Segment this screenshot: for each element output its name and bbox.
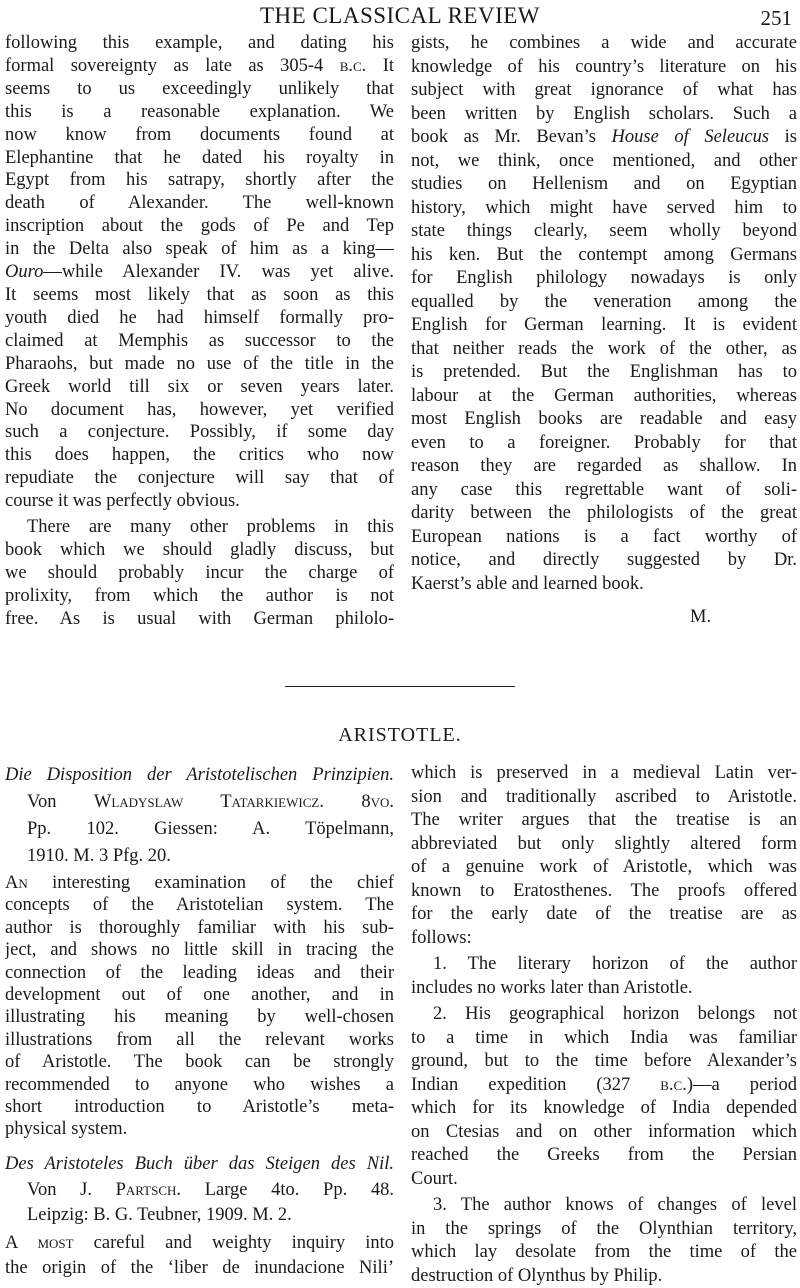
text-line: most English books are readable and easy (411, 408, 797, 432)
text-line: claimed at Memphis as successor to the (5, 330, 394, 353)
text-segment: Von J. (27, 1180, 116, 1200)
right-column-top (411, 32, 797, 596)
text-segment: interesting examination of the chief (28, 873, 394, 893)
text-line: gists, he combines a wide and accurate (411, 32, 797, 56)
text-line: on Ctesias and on other information which (411, 1121, 797, 1145)
text-line (5, 1152, 394, 1178)
text-line: history, which might have served him to (411, 197, 797, 221)
text-line (5, 1231, 394, 1256)
text-line: free. As is usual with German philolo- (5, 608, 394, 631)
text-line: connection of the leading ideas and their (5, 962, 394, 984)
text-line: such a conjecture. Possibly, if some day (5, 421, 394, 444)
text-line: of Aristotle. The book can be strongly (5, 1051, 394, 1073)
running-title: THE CLASSICAL REVIEW (0, 2, 800, 30)
text-line: No document has, however, yet verified (5, 399, 394, 422)
text-line (5, 1178, 394, 1204)
paragraph (411, 32, 797, 596)
small-caps-text: vo. (371, 792, 394, 812)
text-line: state things clearly, seem wholly beyond (411, 220, 797, 244)
text-line: not, we think, once mentioned, and other (411, 150, 797, 174)
italic-text: Die Disposition der Aristotelischen Prinzipien. (5, 765, 394, 785)
text-line: following this example, and dating his (5, 32, 394, 55)
text-line (411, 1074, 797, 1098)
text-segment: book as Mr. Bevan’s (411, 127, 612, 147)
text-line: The writer argues that the treatise is an (411, 809, 797, 833)
text-line: which lay desolate from the time of the (411, 1241, 797, 1265)
text-line: labour at the German authorities, whereas (411, 385, 797, 409)
paragraph (411, 1003, 797, 1191)
text-line: reached the Greeks from the Persian (411, 1144, 797, 1168)
paragraph (5, 1231, 394, 1281)
small-caps-text: A most (5, 1233, 74, 1253)
paragraph (5, 32, 394, 513)
italic-text: Ouro (5, 262, 43, 282)
paragraph (411, 762, 797, 950)
text-line: English for German learning. It is evident (411, 314, 797, 338)
text-line: abbreviated but only slightly altered form (411, 833, 797, 857)
review1-citation (5, 762, 394, 870)
text-line: which is preserved in a medieval Latin ver- (411, 762, 797, 786)
small-caps-text: Partsch. (116, 1180, 181, 1200)
text-line: known to Eratosthenes. The proofs offered (411, 880, 797, 904)
text-line: recommended to anyone who wishes a (5, 1074, 394, 1096)
small-caps-text: b.c. (340, 56, 367, 76)
text-line: Greek world till six or seven years later. (5, 376, 394, 399)
text-line: Kaerst’s able and learned book. (411, 573, 797, 597)
text-line: that neither reads the work of the other, as (411, 338, 797, 362)
text-line: course it was perfectly obvious. (5, 490, 394, 513)
text-line: European nations is a fact worthy of (411, 526, 797, 550)
text-line (5, 872, 394, 894)
small-caps-text: Wladyslaw Tatarkiewicz. (94, 792, 324, 812)
text-line: physical system. (5, 1118, 394, 1140)
text-line: Egypt from his satrapy, shortly after the (5, 169, 394, 192)
text-segment: is (769, 127, 797, 147)
text-line: follows: (411, 927, 797, 951)
text-line: Leipzig: B. G. Teubner, 1909. M. 2. (5, 1203, 394, 1229)
text-line: Pharaohs, but made no use of the title in the (5, 353, 394, 376)
text-line: notice, and directly suggested by Dr. (411, 549, 797, 573)
text-line: equalled by the veneration among the (411, 291, 797, 315)
text-line: darity between the philologists of the great (411, 502, 797, 526)
text-line (5, 762, 394, 789)
text-line: the origin of the ‘liber de inundacione Nili’ (5, 1256, 394, 1281)
text-line: prolixity, from which the author is not (5, 585, 394, 608)
text-line: is pretended. But the Englishman has to (411, 361, 797, 385)
text-line: now know from documents found at (5, 124, 394, 147)
text-line: repudiate the conjecture will say that of (5, 467, 394, 490)
text-line (5, 261, 394, 284)
text-line: knowledge of his country’s literature on his (411, 56, 797, 80)
text-line: seems to us exceedingly unlikely that (5, 78, 394, 101)
text-line: Elephantine that he dated his royalty in (5, 147, 394, 170)
text-line: ject, and shows no little skill in tracing the (5, 939, 394, 961)
text-line (5, 789, 394, 816)
text-segment: Large 4to. Pp. 48. (181, 1180, 394, 1200)
author-signature: M. (690, 604, 790, 630)
text-line: subject with great ignorance of what has (411, 79, 797, 103)
text-line: studies on Hellenism and on Egyptian (411, 173, 797, 197)
text-line: development out of one another, and in (5, 984, 394, 1006)
text-line: which for its knowledge of India depended (411, 1097, 797, 1121)
paragraph (411, 1194, 797, 1288)
text-line: author is thoroughly familiar with his sub- (5, 917, 394, 939)
text-line: 1910. M. 3 Pfg. 20. (5, 843, 394, 870)
text-line: destruction of Olynthus by Philip. (411, 1265, 797, 1288)
text-line: this does happen, the critics who now (5, 444, 394, 467)
text-line: inscription about the gods of Pe and Tep (5, 215, 394, 238)
text-segment: careful and weighty inquiry into (74, 1233, 394, 1253)
text-line: There are many other problems in this (5, 516, 394, 539)
paragraph (411, 953, 797, 1000)
text-segment: It (366, 56, 394, 76)
text-line: even to a foreigner. Probably for that (411, 432, 797, 456)
text-line: for English philology nowadays is only (411, 267, 797, 291)
text-line (5, 55, 394, 78)
text-segment: )—a period (687, 1075, 797, 1095)
review2-body-right (411, 762, 797, 1288)
review2-body-left (5, 1231, 394, 1281)
paragraph (5, 762, 394, 870)
text-line: in the Delta also speak of him as a king— (5, 238, 394, 261)
text-line (411, 126, 797, 150)
text-line: youth died he had himself formally pro- (5, 307, 394, 330)
text-line: includes no works later than Aristotle. (411, 977, 797, 1001)
text-line: any case this regrettable want of soli- (411, 479, 797, 503)
text-segment: Von (27, 792, 94, 812)
text-line: we should probably incur the charge of (5, 562, 394, 585)
page-number: 251 (761, 4, 793, 32)
text-line: for the early date of the treatise are as (411, 903, 797, 927)
text-line: Pp. 102. Giessen: A. Töpelmann, (5, 816, 394, 843)
text-line: ground, but to the time before Alexander’s (411, 1050, 797, 1074)
text-line: to a time in which India was familiar (411, 1027, 797, 1051)
text-line: been written by English scholars. Such a (411, 103, 797, 127)
small-caps-text: An (5, 873, 28, 893)
text-line: illustrating his meaning by well-chosen (5, 1006, 394, 1028)
text-segment: formal sovereignty as late as 305-4 (5, 56, 340, 76)
paragraph (5, 872, 394, 1141)
text-segment: Indian expedition (327 (411, 1075, 660, 1095)
section-heading: ARISTOTLE. (0, 722, 800, 748)
text-line: of a genuine work of Aristotle, which was (411, 856, 797, 880)
text-line: this is a reasonable explanation. We (5, 101, 394, 124)
text-line: Court. (411, 1168, 797, 1192)
text-line: concepts of the Aristotelian system. The (5, 894, 394, 916)
text-segment: 8 (324, 792, 371, 812)
review1-body (5, 872, 394, 1141)
text-line: illustrations from all the relevant works (5, 1029, 394, 1051)
text-line: book which we should gladly discuss, but (5, 539, 394, 562)
text-segment: —while Alexander IV. was yet alive. (43, 262, 394, 282)
text-line: death of Alexander. The well-known (5, 192, 394, 215)
paragraph (5, 516, 394, 631)
text-line: reason they are regarded as shallow. In (411, 455, 797, 479)
paragraph (5, 1152, 394, 1229)
text-line: 3. The author knows of changes of level (411, 1194, 797, 1218)
small-caps-text: b.c. (660, 1075, 687, 1095)
italic-text: Des Aristoteles Buch über das Steigen des Nil. (5, 1154, 394, 1174)
text-line: his ken. But the contempt among Germans (411, 244, 797, 268)
review2-citation (5, 1152, 394, 1229)
text-line: in the springs of the Olynthian territory, (411, 1218, 797, 1242)
text-line: sion and traditionally ascribed to Aristotle. (411, 786, 797, 810)
text-line: 2. His geographical horizon belongs not (411, 1003, 797, 1027)
text-line: short introduction to Aristotle’s meta- (5, 1096, 394, 1118)
left-column-top (5, 32, 394, 631)
italic-text: House of Seleucus (612, 127, 770, 147)
text-line: 1. The literary horizon of the author (411, 953, 797, 977)
text-line: It seems most likely that as soon as this (5, 284, 394, 307)
section-divider (285, 686, 515, 687)
